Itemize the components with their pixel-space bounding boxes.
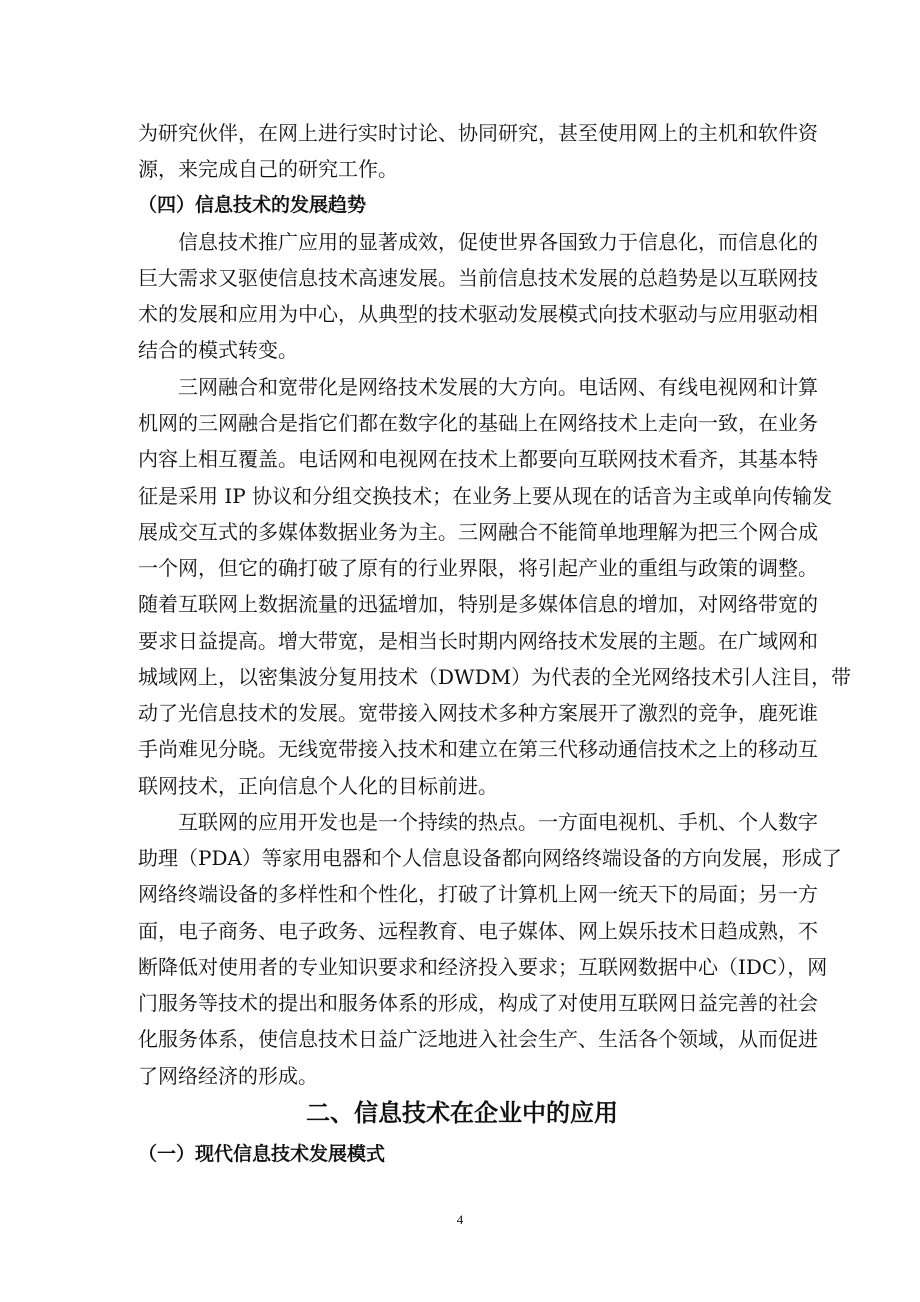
body-text-line: 面，电子商务、电子政务、远程教育、电子媒体、网上娱乐技术日趋成熟，不 xyxy=(138,919,818,943)
body-text-line: 三网融合和宽带化是网络技术发展的大方向。电话网、有线电视网和计算 xyxy=(178,375,818,399)
body-text-line: 断降低对使用者的专业知识要求和经济投入要求；互联网数据中心（IDC），网 xyxy=(138,955,828,979)
body-text-line: 要求日益提高。增大带宽，是相当长时期内网络技术发展的主题。在广域网和 xyxy=(138,629,818,653)
section-heading: （一）现代信息技术发展模式 xyxy=(138,1143,386,1165)
body-text-line: 源，来完成自己的研究工作。 xyxy=(138,157,398,181)
body-text-line: 术的发展和应用为中心，从典型的技术驱动发展模式向技术驱动与应用驱动相 xyxy=(138,302,818,326)
body-text-line: 随着互联网上数据流量的迅猛增加，特别是多媒体信息的增加，对网络带宽的 xyxy=(138,592,818,616)
page-number: 4 xyxy=(456,1212,464,1227)
body-text-line: 内容上相互覆盖。电话网和电视网在技术上都要向互联网技术看齐，其基本特 xyxy=(138,447,818,471)
body-text-line: 联网技术，正向信息个人化的目标前进。 xyxy=(138,774,498,798)
body-text-line: 互联网的应用开发也是一个持续的热点。一方面电视机、手机、个人数字 xyxy=(178,810,818,834)
body-text-line: 信息技术推广应用的显著成效，促使世界各国致力于信息化，而信息化的 xyxy=(178,230,818,254)
body-text-line: 为研究伙伴，在网上进行实时讨论、协同研究，甚至使用网上的主机和软件资 xyxy=(138,121,818,145)
body-text-line: 征是采用 IP 协议和分组交换技术；在业务上要从现在的话音为主或单向传输发 xyxy=(138,484,833,508)
chapter-heading: 二、信息技术在企业中的应用 xyxy=(306,1099,618,1127)
body-text-line: 展成交互式的多媒体数据业务为主。三网融合不能简单地理解为把三个网合成 xyxy=(138,520,818,544)
body-text-line: 网络终端设备的多样性和个性化，打破了计算机上网一统天下的局面；另一方 xyxy=(138,882,818,906)
body-text-line: 结合的模式转变。 xyxy=(138,338,298,362)
body-text-line: 动了光信息技术的发展。宽带接入网技术多种方案展开了激烈的竞争，鹿死谁 xyxy=(138,701,818,725)
body-text-line: 门服务等技术的提出和服务体系的形成，构成了对使用互联网日益完善的社会 xyxy=(138,991,818,1015)
body-text-line: 助理（PDA）等家用电器和个人信息设备都向网络终端设备的方向发展，形成了 xyxy=(138,846,842,870)
body-text-line: 一个网，但它的确打破了原有的行业界限，将引起产业的重组与政策的调整。 xyxy=(138,556,818,580)
body-text-line: 手尚难见分晓。无线宽带接入技术和建立在第三代移动通信技术之上的移动互 xyxy=(138,737,818,761)
body-text-line: 巨大需求又驱使信息技术高速发展。当前信息技术发展的总趋势是以互联网技 xyxy=(138,266,818,290)
section-heading: （四）信息技术的发展趋势 xyxy=(138,194,367,216)
body-text-line: 化服务体系，使信息技术日益广泛地进入社会生产、生活各个领域，从而促进 xyxy=(138,1027,818,1051)
body-text-line: 机网的三网融合是指它们都在数字化的基础上在网络技术上走向一致，在业务 xyxy=(138,411,818,435)
body-text-line: 城域网上，以密集波分复用技术（DWDM）为代表的全光网络技术引人注目，带 xyxy=(138,665,852,689)
body-text-line: 了网络经济的形成。 xyxy=(138,1064,318,1088)
